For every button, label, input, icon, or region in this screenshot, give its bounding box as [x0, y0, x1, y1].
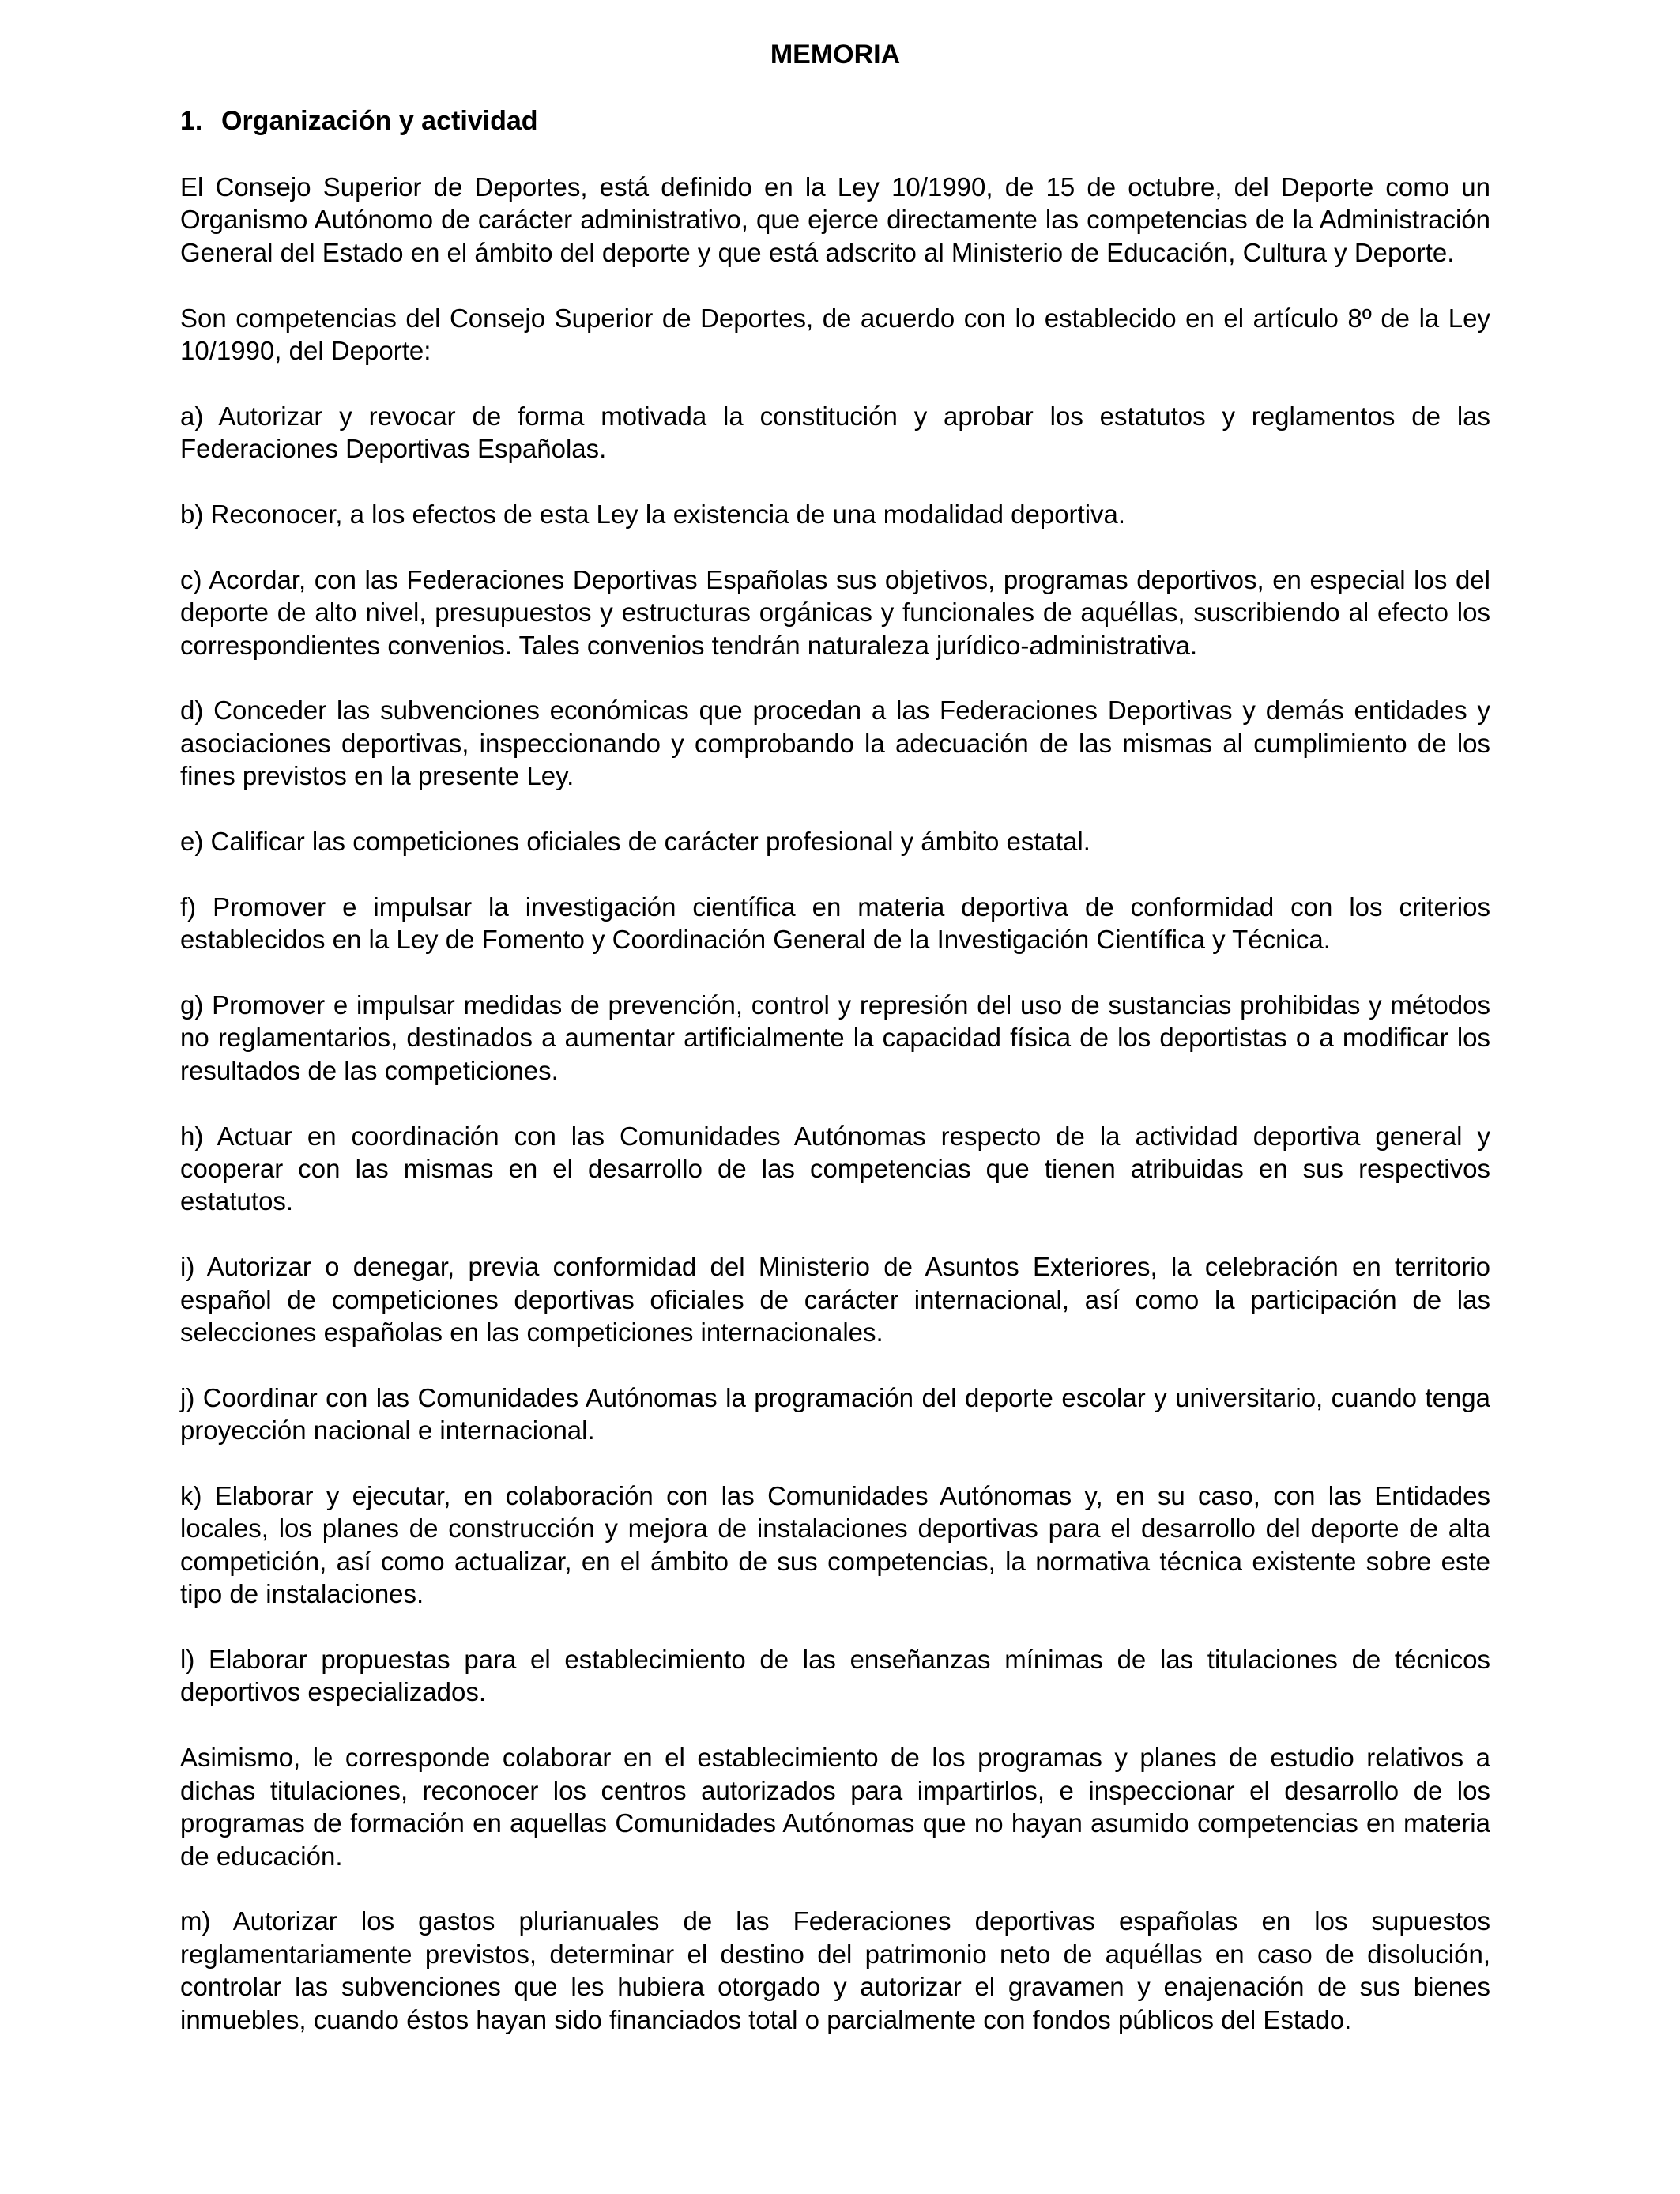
list-item-m: m) Autorizar los gastos plurianuales de las Federaciones deportivas españolas en los supuestos reglamentariamente previstos, determinar el destino del patrimonio neto de aquéllas en caso de disolución, controlar las subvenciones que les hubiera otorgado y autorizar el gravamen y enajenación de sus bienes inmuebles, cuando éstos hayan sido financiados total o parcialmente con fondos públicos del Estado. [180, 1906, 1490, 2034]
list-item-a: a) Autorizar y revocar de forma motivada la constitución y aprobar los estatutos y reglamentos de las Federaciones Deportivas Españolas. [180, 401, 1490, 464]
list-item-i: i) Autorizar o denegar, previa conformidad del Ministerio de Asuntos Exteriores, la celebración en territorio español de competiciones deportivas oficiales de carácter internacional, así como la participación de las selecciones españolas en las competiciones internacionales. [180, 1252, 1490, 1348]
section-title: Organización y actividad [221, 106, 538, 136]
list-item-g: g) Promover e impulsar medidas de prevención, control y represión del uso de sustancias prohibidas y métodos no reglamentarios, destinados a aumentar artificialmente la capacidad física de los deportistas o a modificar los resultados de las competiciones. [180, 990, 1490, 1085]
list-item-f: f) Promover e impulsar la investigación científica en materia deportiva de conformidad con los criterios establecidos en la Ley de Fomento y Coordinación General de la Investigación Científica y Técnica. [180, 892, 1490, 955]
paragraph-competencias: Son competencias del Consejo Superior de Deportes, de acuerdo con lo establecido en el artículo 8º de la Ley 10/1990, del Deporte: [180, 303, 1490, 366]
list-item-l: l) Elaborar propuestas para el establecimiento de las enseñanzas mínimas de las titulaciones de técnicos deportivos especializados. [180, 1645, 1490, 1707]
list-item-c: c) Acordar, con las Federaciones Deportivas Españolas sus objetivos, programas deportivos, en especial los del deporte de alto nivel, presupuestos y estructuras orgánicas y funcionales de aquéllas, suscribiendo al efecto los correspondientes convenios. Tales convenios tendrán naturaleza jurídico-administrativa. [180, 564, 1490, 660]
body-text [180, 171, 1490, 2068]
section-number: 1. [180, 106, 203, 136]
section-heading [180, 104, 538, 138]
list-item-b: b) Reconocer, a los efectos de esta Ley la existencia de una modalidad deportiva. [180, 499, 1126, 530]
document-title: MEMORIA [770, 40, 901, 70]
list-item-d: d) Conceder las subvenciones económicas que procedan a las Federaciones Deportivas y demás entidades y asociaciones deportivas, inspeccionando y comprobando la adecuación de las mismas al cumplimiento de los fines previstos en la presente Ley. [180, 696, 1490, 791]
list-item-j: j) Coordinar con las Comunidades Autónomas la programación del deporte escolar y universitario, cuando tenga proyección nacional e internacional. [180, 1382, 1490, 1446]
paragraph-intro: El Consejo Superior de Deportes, está definido en la Ley 10/1990, de 15 de octubre, del Deporte como un Organismo Autónomo de carácter administrativo, que ejerce directamente las competencias de la Administración General del Estado en el ámbito del deporte y que está adscrito al Ministerio de Educación, Cultura y Deporte. [180, 172, 1490, 267]
list-item-h: h) Actuar en coordinación con las Comunidades Autónomas respecto de la actividad deportiva general y cooperar con las mismas en el desarrollo de las competencias que tienen atribuidas en sus respectivos estatutos. [180, 1121, 1490, 1216]
paragraph-asimismo: Asimismo, le corresponde colaborar en el establecimiento de los programas y planes de estudio relativos a dichas titulaciones, reconocer los centros autorizados para impartirlos, e inspeccionar el desarrollo de los programas de formación en aquellas Comunidades Autónomas que no hayan asumido competencias en materia de educación. [180, 1743, 1490, 1871]
list-item-e: e) Calificar las competiciones oficiales de carácter profesional y ámbito estatal. [180, 827, 1090, 857]
list-item-k: k) Elaborar y ejecutar, en colaboración con las Comunidades Autónomas y, en su caso, con las Entidades locales, los planes de construcción y mejora de instalaciones deportivas para el desarrollo del deporte de alta competición, así como actualizar, en el ámbito de sus competencias, la normativa técnica existente sobre este tipo de instalaciones. [180, 1481, 1490, 1609]
